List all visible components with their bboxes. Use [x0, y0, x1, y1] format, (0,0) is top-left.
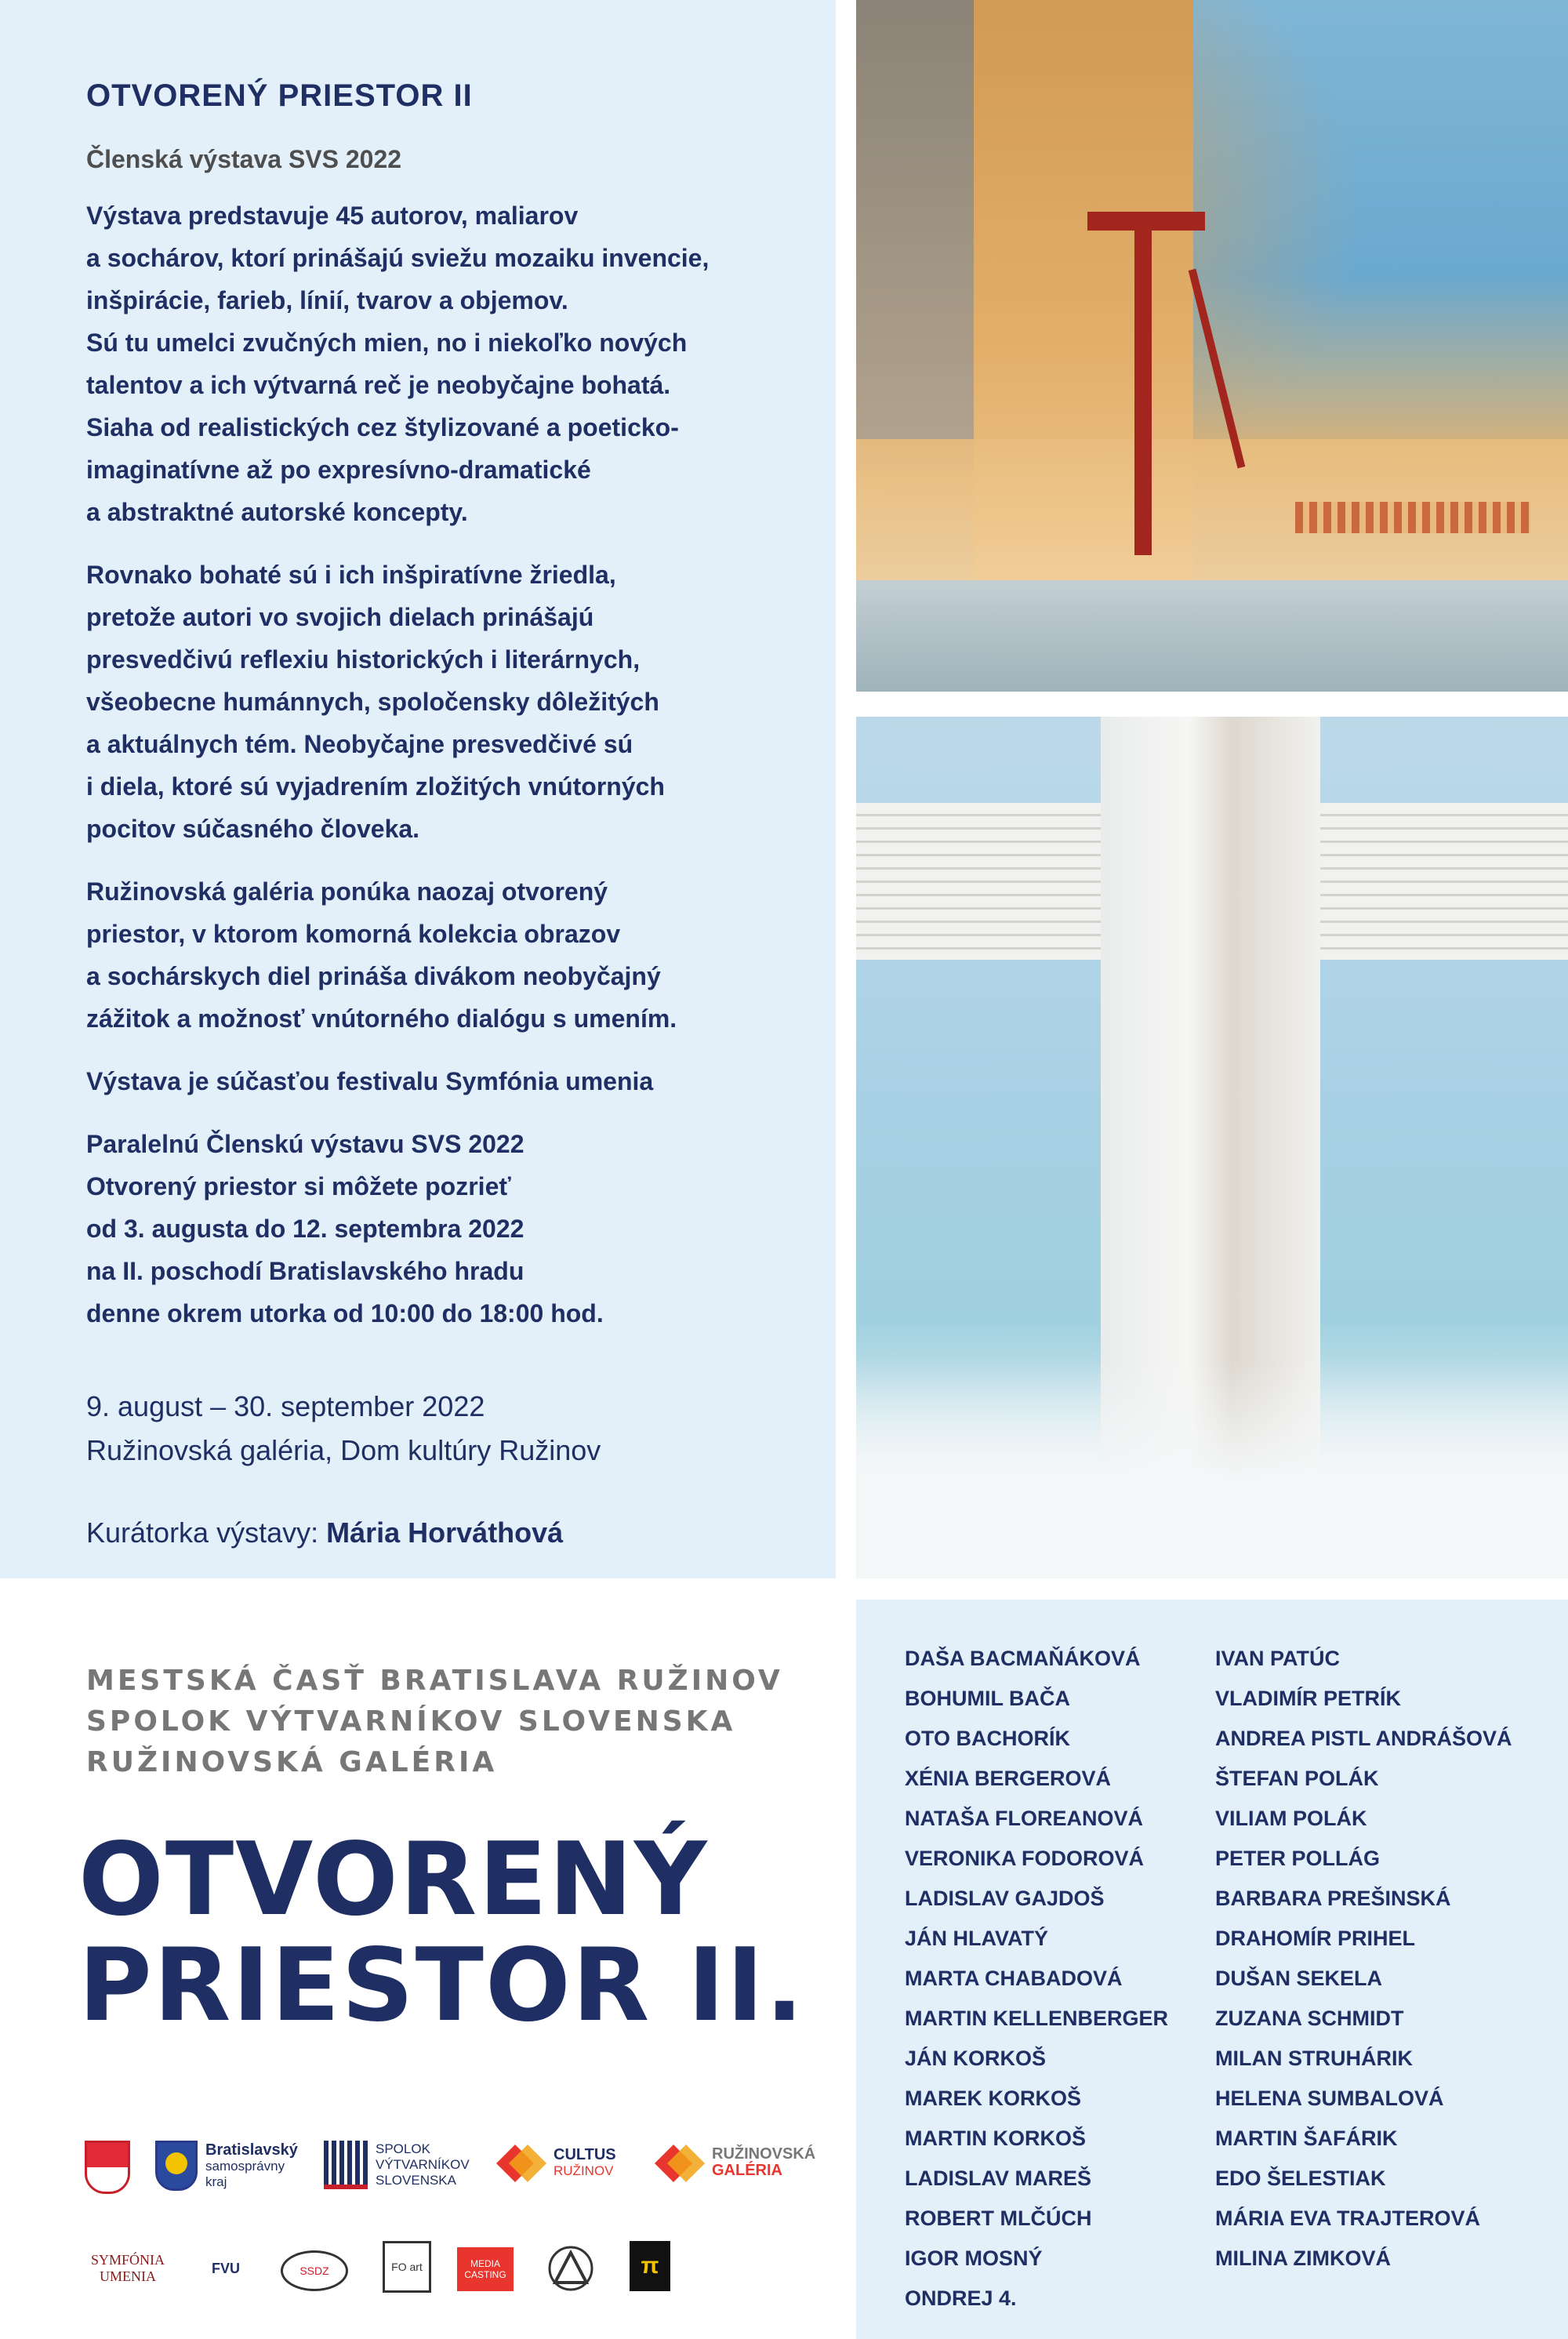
artist-name: ZUZANA SCHMIDT: [1215, 2007, 1404, 2030]
artist-name: IVAN PATÚC: [1215, 1647, 1340, 1670]
artist-name: JÁN KORKOŠ: [905, 2047, 1047, 2070]
artist-name: MARTA CHABADOVÁ: [905, 1967, 1123, 1990]
galeria-text: [712, 2146, 815, 2179]
main-title-line-2: PRIESTOR II.: [78, 1927, 805, 2044]
artist-name: BOHUMIL BAČA: [905, 1687, 1070, 1710]
painting-gray-bottom: [856, 580, 1568, 692]
description-paragraph-2: Rovnako bohaté sú i ich inšpiratívne žriedla, pretože autori vo svojich dielach prinášajú presvedčivú reflexiu historických i literárnych, všeobecne humánnych, spoločensky dôležitých a aktuálnych tém. Neobyčajne presvedčivé sú i diela, ktoré sú vyjadrením zložitých vnútorných pocitov súčasného človeka.: [86, 561, 665, 843]
artist-name: BARBARA PREŠINSKÁ: [1215, 1887, 1451, 1910]
artists-column-1: [905, 1639, 1168, 2319]
svs-logo: [324, 2141, 470, 2189]
artist-name: NATAŠA FLOREANOVÁ: [905, 1807, 1143, 1830]
artist-name: DRAHOMÍR PRIHEL: [1215, 1927, 1415, 1950]
description-paragraph-1: Výstava predstavuje 45 autorov, maliarov a sochárov, ktorí prinášajú sviežu mozaiku invencie, inšpirácie, farieb, línií, tvarov a objemov. Sú tu umelci zvučných mien, no i niekoľko nových talentov a ich výtvarná reč je neobyčajne bohatá. Siaha od realistických cez štylizované a poeticko- imaginatívne až po expresívno-dramatické a abstraktné autorské koncepty.: [86, 202, 710, 526]
main-title: [78, 1821, 805, 2044]
stone-icon: π: [641, 2253, 659, 2279]
casting-logo: MEDIA CASTING: [457, 2247, 514, 2291]
artist-name: DAŠA BACMAŇÁKOVÁ: [905, 1647, 1141, 1670]
artist-name: PETER POLLÁG: [1215, 1847, 1381, 1870]
artist-name: VERONIKA FODOROVÁ: [905, 1847, 1145, 1870]
artist-name: ŠTEFAN POLÁK: [1215, 1767, 1379, 1790]
cultus-text: [554, 2147, 616, 2179]
painting-red-dots: [1295, 502, 1530, 533]
painting-abstract-orange-blue: [856, 0, 1568, 692]
festival-note: Výstava je súčasťou festivalu Symfónia umenia: [86, 1067, 654, 1095]
exhibition-info: [86, 78, 792, 1549]
cultus-icon: [499, 2145, 546, 2180]
artist-name: MARTIN ŠAFÁRIK: [1215, 2127, 1398, 2150]
bsk-logo: [155, 2141, 298, 2191]
artist-name: XÉNIA BERGEROVÁ: [905, 1767, 1112, 1790]
artists-column-2: [1215, 1639, 1512, 2279]
galeria-name-1: RUŽINOVSKÁ: [712, 2145, 816, 2163]
artist-name: VILIAM POLÁK: [1215, 1807, 1367, 1830]
artist-name: MILAN STRUHÁRIK: [1215, 2047, 1413, 2070]
artist-name: VLADIMÍR PETRÍK: [1215, 1687, 1402, 1710]
curator: [86, 1516, 792, 1549]
artist-name: HELENA SUMBALOVÁ: [1215, 2087, 1444, 2110]
painting-white-cross: [856, 717, 1568, 1578]
main-title-line-1: OTVORENÝ: [78, 1821, 709, 1938]
cultus-name: CULTUS: [554, 2145, 616, 2163]
foart-logo: FO art: [383, 2241, 431, 2293]
stone-logo: [630, 2241, 670, 2291]
artist-name: EDO ŠELESTIAK: [1215, 2166, 1386, 2190]
artist-name: MARTIN KORKOŠ: [905, 2127, 1086, 2150]
exhibition-subtitle: Členská výstava SVS 2022: [86, 145, 402, 173]
artist-name: MARTIN KELLENBERGER: [905, 2007, 1168, 2030]
artist-name: ANDREA PISTL ANDRÁŠOVÁ: [1215, 1727, 1512, 1750]
painting-red-bar-vertical: [1134, 218, 1152, 555]
exhibition-title: OTVORENÝ PRIESTOR II: [86, 78, 473, 113]
cultus-logo: [499, 2145, 616, 2180]
symfonia-logo: SYMFÓNIA UMENIA: [90, 2252, 165, 2284]
ssdz-logo: SSDZ: [281, 2250, 348, 2291]
organizer-line: MESTSKÁ ČASŤ BRATISLAVA RUŽINOV: [86, 1665, 783, 1697]
triangle-icon: [547, 2245, 594, 2292]
description-paragraph-3: Ružinovská galéria ponúka naozaj otvorený priestor, v ktorom komorná kolekcia obrazov a sochárskych diel prináša divákom neobyčajný zážitok a možnosť vnútorného dialógu s umením.: [86, 877, 677, 1033]
artist-name: JÁN HLAVATÝ: [905, 1927, 1049, 1950]
bsk-crest-icon: [155, 2141, 198, 2191]
organizer-line: RUŽINOVSKÁ GALÉRIA: [86, 1746, 498, 1778]
bsk-text: [205, 2142, 298, 2190]
event-date-venue: 9. august – 30. september 2022 Ružinovská galéria, Dom kultúry Ružinov: [86, 1390, 601, 1466]
galeria-logo: [657, 2145, 815, 2180]
bsk-text-bold: Bratislavský: [205, 2141, 298, 2159]
artist-name: DUŠAN SEKELA: [1215, 1967, 1383, 1990]
artist-name: ONDREJ 4.: [905, 2286, 1017, 2310]
artist-name: OTO BACHORÍK: [905, 1727, 1071, 1750]
curator-label: Kurátorka výstavy:: [86, 1516, 327, 1549]
cultus-sub: RUŽINOV: [554, 2163, 614, 2178]
triangle-logo: [546, 2241, 596, 2296]
bsk-text-rest: samosprávny kraj: [205, 2158, 285, 2189]
artist-name: IGOR MOSNÝ: [905, 2246, 1043, 2270]
svs-icon: [324, 2141, 368, 2189]
artist-name: MILINA ZIMKOVÁ: [1215, 2246, 1391, 2270]
svs-text: SPOLOK VÝTVARNÍKOV SLOVENSKA: [376, 2141, 470, 2188]
crest-icon: [85, 2141, 130, 2194]
artist-name: LADISLAV GAJDOŠ: [905, 1887, 1105, 1910]
galeria-name-2: GALÉRIA: [712, 2162, 782, 2179]
ruzinov-crest-logo: [85, 2141, 130, 2194]
galeria-icon: [657, 2145, 704, 2180]
artist-name: ROBERT MLČÚCH: [905, 2206, 1092, 2230]
artist-name: MAREK KORKOŠ: [905, 2087, 1082, 2110]
organizer-line: SPOLOK VÝTVARNÍKOV SLOVENSKA: [86, 1705, 736, 1738]
organizers: [86, 1661, 783, 1783]
artist-name: MÁRIA EVA TRAJTEROVÁ: [1215, 2206, 1481, 2230]
fvu-logo: FVU: [212, 2260, 240, 2276]
artist-name: LADISLAV MAREŠ: [905, 2166, 1092, 2190]
painting-foam: [856, 1360, 1568, 1578]
partner-logos: [85, 2141, 837, 2329]
parallel-exhibition-note: Paralelnú Členskú výstavu SVS 2022 Otvorený priestor si môžete pozrieť od 3. augusta do 12. septembra 2022 na II. poschodí Bratislavského hradu denne okrem utorka od 10:00 do 18:00 hod.: [86, 1130, 604, 1327]
curator-name: Mária Horváthová: [326, 1516, 564, 1549]
